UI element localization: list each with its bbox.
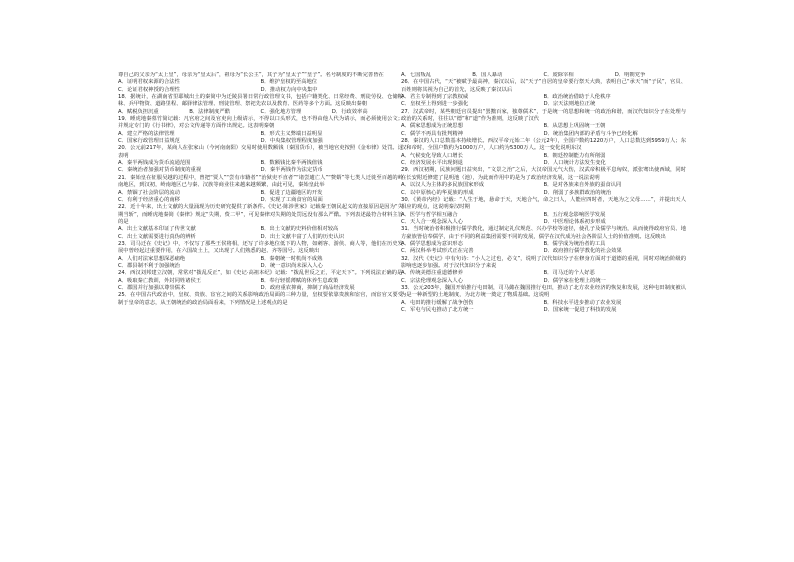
answer-option: D．削弱了多族群政治的统治 bbox=[543, 189, 612, 196]
question-block bbox=[118, 204, 403, 241]
answer-option: A．儒学思想成为意识形态 bbox=[401, 240, 463, 247]
answer-option: D．政府重农抑商，抑制了商品经济发展 bbox=[260, 284, 355, 291]
question-stem: 27．汉武帝时，某些朝廷官员提出“罢黜百家，独尊儒术”，于是统一的思想和统一的政治和谐，而汉代知识分子在处理与政治的关系时，往往以“德”和“道”作为准则，这反映了汉代 bbox=[401, 108, 686, 123]
question-stem: 33．公元203年，魏国开始推行屯田制，司马懿在魏国推行屯田，推动了北方农业经济的恢复和发展，这种屯田制度被认为是一种新型的土地制度，为北方统一奠定了物质基础。这说明 bbox=[401, 284, 686, 299]
right-column bbox=[401, 72, 686, 512]
answer-options bbox=[401, 212, 686, 227]
answer-option: C．儒学不再具有批判精神 bbox=[401, 130, 463, 137]
question-block bbox=[118, 116, 403, 145]
question-stem: 31．当时统治者积极推行儒学教化，通过制定礼仪规范、兴办学校等途径，使孔子及儒学与统治，从而使得政府官员、地方豪族皆信奉儒学，由于不同的利益集团需要不同的发展，儒学在汉代成为社会各阶层人士的价值准则。这反映出 bbox=[401, 226, 686, 240]
answer-option: C．国家行政管理日益规范 bbox=[118, 138, 180, 145]
answer-option: D．统治集团内部的矛盾与斗争已经化解 bbox=[543, 130, 638, 137]
answer-options bbox=[118, 226, 403, 241]
question-block bbox=[401, 109, 686, 138]
answer-option: C．郡县制不利于加强统治 bbox=[118, 262, 180, 269]
question-block bbox=[401, 226, 686, 255]
answer-option: B．司马迁的个人好恶 bbox=[543, 270, 595, 277]
answer-option: C．论证君权神授的合理性 bbox=[118, 86, 180, 93]
question-stem: 20．公元前217年，某商人在张家山（今河南南阳）交易时使用数额钱（秦国货币），被当地官吏按照《金布律》处罚。这表明 bbox=[118, 145, 403, 159]
question-stem: 18．据统计，在湖南省里耶城出土的秦简中为迁陵县署日常行政管理文书，包括户籍类化、日常经费、刑徒劳役、仓储粮秣、兵甲物资、道路里程、邮驿律法管理、刑徒管理、祭祀先农以及教育、医药等多个方面。这反映出秦朝 bbox=[118, 94, 403, 108]
question-block bbox=[118, 241, 403, 270]
answer-option: B．法律制度严酷 bbox=[189, 108, 230, 115]
question-block bbox=[118, 175, 403, 204]
answer-option: C．强化地方管理 bbox=[260, 108, 302, 115]
answer-option: A．禁锢了社会阶层的流动 bbox=[118, 189, 180, 196]
answer-option: B．秦朝统一时机尚不成熟 bbox=[260, 255, 323, 262]
answer-option: A．医学与哲学相互融合 bbox=[401, 211, 458, 218]
question-stem: 32．汉代《史记》中有句诗：“小人之过也，必文”，说明了汉代知识分子在修身方面对于道德的重视，同时对统治阶级的影响也逐步加强。对于汉代知识分子来说 bbox=[401, 255, 686, 269]
answer-options bbox=[401, 300, 686, 315]
question-stem: 22．近十年来，出土文献的大量涌现为历史研究提供了新条件。《史记·陈涉世家》记载秦王朝民起义的直接原因是因为“失期当斩”，而睡虎地秦简《秦律》规定“失期，赀二甲”，可见秦律对失期的处罚远没有那么严酷。下列表述最符合材料主旨的是 bbox=[118, 204, 403, 225]
answer-option: D．秦半两钱作为法定货币 bbox=[260, 167, 323, 174]
answer-option: A．儒家思想成为正统思想 bbox=[401, 123, 463, 130]
question-stem: 30．《黄帝内经》记载：“人生于地，悬命于天，天地合气，命之曰人，人能应四时者，天地为之父母……”，并提出天人相应的观点，这说明秦汉时期 bbox=[401, 196, 686, 211]
question-block bbox=[118, 94, 403, 116]
answer-option: C．军屯与民屯推动了北方统一 bbox=[401, 307, 474, 313]
question-block bbox=[118, 292, 403, 307]
question-block bbox=[401, 138, 686, 167]
answer-option: B．政治统治借助于人伦秩序 bbox=[543, 94, 611, 101]
question-block bbox=[118, 145, 403, 174]
answer-option: D．中医理论体系初步形成 bbox=[543, 218, 606, 225]
question-block bbox=[401, 167, 686, 196]
answer-option: A．证明君权来源的合法性 bbox=[118, 79, 180, 86]
answer-option: B．出土文献的史料价值相对较高 bbox=[260, 226, 339, 233]
answer-option: C．以中原核心的华夏族的形成 bbox=[401, 189, 474, 196]
answer-options bbox=[118, 131, 403, 146]
answer-options bbox=[401, 123, 686, 138]
answer-option: D．宗天法则地位正统 bbox=[543, 101, 596, 108]
answer-option: A．吸取秦亡教训，外封同姓诸侯王 bbox=[118, 277, 202, 284]
answer-option: C．天人合一观念深入人心 bbox=[401, 218, 463, 225]
answer-options bbox=[401, 182, 686, 197]
answer-option: D．推动权力向中央集中 bbox=[260, 86, 318, 93]
answer-option: A．赋税负担沉重 bbox=[118, 108, 159, 115]
answer-option: B．国人暴动 bbox=[472, 72, 503, 78]
answer-option: B．数额钱比秦半两钱值钱 bbox=[260, 160, 323, 167]
answer-option: B．奉行轻徭薄赋的休养生息政策 bbox=[260, 277, 339, 284]
answer-options bbox=[401, 153, 686, 168]
answer-option: A．以汉人为主体的多民族国家形成 bbox=[401, 182, 485, 189]
question-stem: 24．西汉刘邦建立汉朝，常常对“拨乱反正”，如《史记·高祖本纪》记载：“拨乱世反之正，平定天下”。下列说法正确的是 bbox=[118, 270, 403, 277]
answer-option: B．促进了边疆地区的开发 bbox=[260, 189, 323, 196]
question-block bbox=[118, 270, 403, 292]
answer-option: D．人口统计方法发生变化 bbox=[543, 160, 606, 167]
answer-option: A．君主专制得到了宗教权威 bbox=[401, 94, 469, 101]
answer-option: B．是对各族来自外族的蚕食认同 bbox=[543, 182, 622, 189]
question-stem: 尊自己的父亲为“太上皇”，母亲为“皇太后”，祖母为“长公主”，其子为“皇太子”“皇子”。名号制度的不断完善皆在 bbox=[118, 72, 384, 78]
answer-option: D．国家统一促进了科技的发展 bbox=[543, 307, 617, 313]
answer-option: D．儒学家在伦理上的统一 bbox=[543, 277, 606, 284]
answer-options bbox=[401, 241, 686, 256]
question-stem: 19．睡虎地秦墓竹简记载：凡官府之间及官吏向上级请示，不得以口头形式，也不得由他人代为请示，而必须使用公文；并规定专门的《行书律》，对公文传递等方面作出规定。这表明秦朝 bbox=[118, 116, 403, 130]
answer-option: C．废除宰相 bbox=[543, 72, 574, 78]
answer-option: C．皇权至上得到进一步强化 bbox=[401, 101, 469, 108]
answer-options bbox=[401, 94, 686, 109]
answer-option: B．儒学成为统治者的工具 bbox=[543, 240, 606, 247]
question-stem: 21．秦始皇在征服吴越的过程中，曾把“贾人”“尝有市籍者”“治狱吏不直者”“诸尝逋亡人”“赘婿”等七类人迁徙至百越的岭南地区，到汉初，岭南地区已与秦、汉族等商业往来越来越频繁，由此可见，秦始皇此举 bbox=[118, 174, 403, 189]
answer-option: D．政府推行儒学教化的社会效果 bbox=[543, 248, 622, 255]
answer-option: C．郡国并行加强以尊崇儒术 bbox=[118, 284, 186, 291]
answer-option: D．中央集权管理程度加强 bbox=[260, 138, 323, 145]
answer-option: A．秦半两钱成为货币流通范围 bbox=[118, 160, 191, 167]
answer-options bbox=[118, 109, 403, 116]
answer-options bbox=[118, 278, 403, 293]
question-stem: 23．司马迁在《史记》中，不仅写了那些王侯将相，还写了许多地位低下的人物，如刺客、游侠、商人等，他们在历史发展中曾经起过重要作用，在六国故土上，又出现了人们熟悉的赵、齐等国号。这反映出 bbox=[118, 240, 403, 255]
question-block bbox=[401, 197, 686, 226]
answer-option: C．宗法伦理观念深入人心 bbox=[401, 277, 463, 284]
answer-option: D．行政效率高 bbox=[331, 108, 368, 115]
answer-option: D．出土文献丰富了人们的历史认识 bbox=[260, 233, 345, 240]
answer-options bbox=[118, 256, 403, 271]
answer-option: B．五行观念影响医学发展 bbox=[543, 211, 606, 218]
answer-option: D．明朝党争 bbox=[614, 72, 646, 78]
answer-options bbox=[118, 160, 403, 175]
answer-option: B．科技水平进步推动了农业发展 bbox=[543, 299, 622, 306]
answer-option: B．形式主义弊端日益明显 bbox=[260, 130, 323, 137]
answer-option: A．建立严格的法律管理 bbox=[118, 130, 175, 137]
answer-options bbox=[401, 270, 686, 285]
answer-option: A．气候变化导致人口增长 bbox=[401, 152, 463, 159]
answer-option: A．人们对法家思想深恶痛绝 bbox=[118, 255, 186, 262]
answer-option: B．从思想上巩固统一王朝 bbox=[543, 123, 606, 130]
left-column bbox=[118, 72, 403, 512]
answer-options bbox=[118, 79, 403, 94]
question-block bbox=[401, 285, 686, 314]
answer-option: C．经济发展水平出现倒退 bbox=[401, 160, 463, 167]
answer-option: D．统一意识尚未深入人心 bbox=[260, 262, 323, 269]
answer-option: A．出土文献基本印证了传世文献 bbox=[118, 226, 196, 233]
answer-option: C．两汉科举考试形式正在完善 bbox=[401, 248, 474, 255]
question-stem: 26．在中国古代，“天”被赋予最高神，秦汉以后，以“天子”自居的皇帝要行祭天大典，表明自己“承天”而“子民”，官员、百姓则将其视为自己的首先，这反映了秦汉以后 bbox=[401, 79, 686, 93]
answer-option: C．秦统治者加强对货币制度的重视 bbox=[118, 167, 202, 174]
answer-option: A．屯田的推行缓解了战争创伤 bbox=[401, 299, 474, 306]
answer-option: C．出土文献需要进行真伪的辨析 bbox=[118, 233, 196, 240]
answer-option: A．七国叛乱 bbox=[401, 72, 432, 78]
question-block bbox=[118, 72, 403, 94]
answer-option: A．传统美德注重道德修养 bbox=[401, 270, 463, 277]
question-stem: 28．秦汉的人口总数基本持续增长。西汉平帝元始二年（公元2年），全国户数约1220万户，人口总数达到5959万人；东汉和帝时，全国户数约为1000万户，人口约为5300万人。这一变化说明东汉 bbox=[401, 138, 686, 152]
question-stem: 29．西汉初期，民族问题日益突出，“文景之治”之后，大汉帝国元气大伤，汉武帝积极平息匈奴，派张骞出使西域，同时在长安附近修建了昆明池（池），为此而作用中的是为了政治经济发展，这一说法说明 bbox=[401, 167, 686, 181]
question-block bbox=[401, 79, 686, 108]
answer-options bbox=[118, 190, 403, 205]
answer-option: C．有利于经济重心的南移 bbox=[118, 196, 180, 203]
answer-option: D．实现了工商食官的局面 bbox=[260, 196, 323, 203]
answer-option: B．朝廷控制能力有所削弱 bbox=[543, 152, 606, 159]
question-stem: 25．在中国古代政治中，皇权、贵族、宦官之间的关系影响政治局面的三种力量，皇权要依靠贵族和宦官，而宦官又要受制于皇帝的意志，从王朝统治的政治局面看来，下列情况是上述观点的是 bbox=[118, 292, 403, 306]
question-block bbox=[401, 256, 686, 285]
answer-option: B．维护皇权的至高地位 bbox=[260, 79, 318, 86]
